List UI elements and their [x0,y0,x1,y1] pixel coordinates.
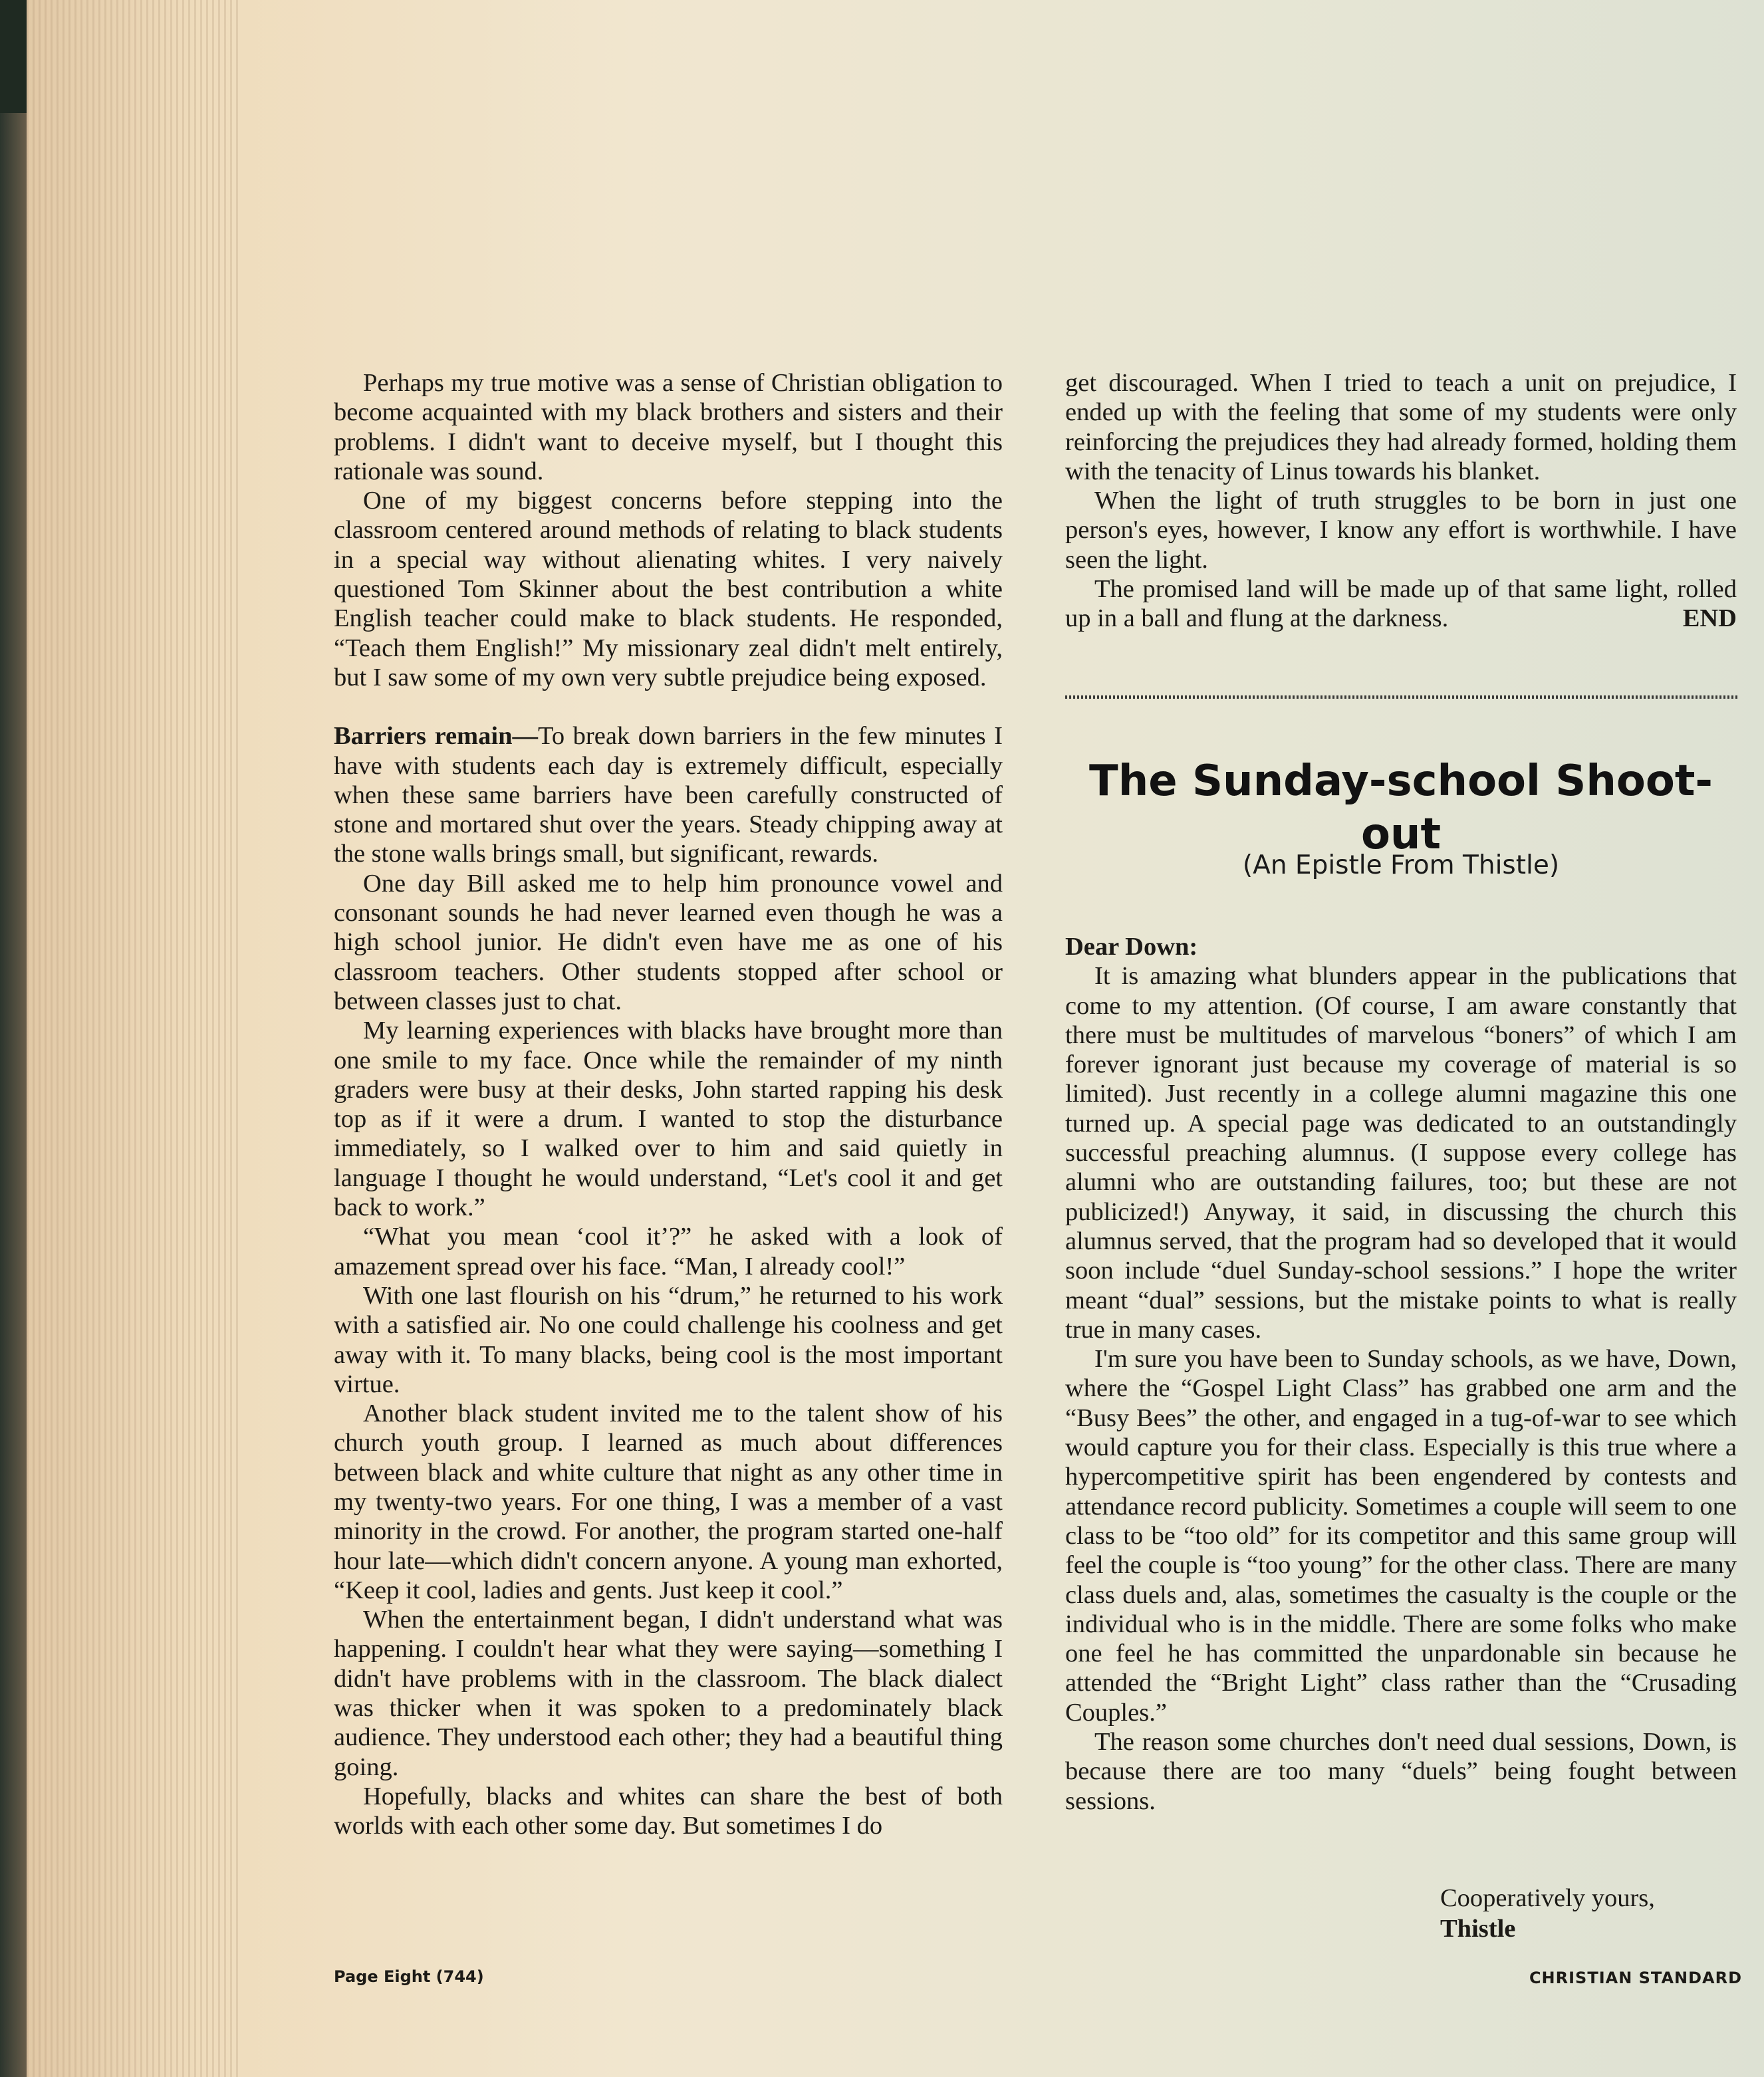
paragraph: One day Bill asked me to help him pronounce vowel and consonant sounds he had never learned even though he was a high school junior. He didn't even have me as one of his classroom teachers. Other students stopped after school or between classes just to chat. [334,869,1003,1015]
paragraph: When the entertainment began, I didn't understand what was happening. I couldn't hear what they were saying—something I didn't have problems with in the classroom. The black dialect was thicker when it was spoken to a predominately black audience. They understood each other; they had a beautiful thing going. [334,1606,1003,1781]
paragraph: get discouraged. When I tried to teach a unit on prejudice, I ended up with the feeling that some of my students were only reinforcing the prejudices they had already formed, holding them with the tenacity of Linus towards his blanket. [1065,369,1737,485]
paragraph: One of my biggest concerns before stepping into the classroom centered around methods of relating to black students in a special way without alienating whites. I very naively questioned Tom Skinner about the best contribution a white English teacher could make to black students. He responded, “Teach them English!” My missionary zeal didn't melt entirely, but I saw some of my own very subtle prejudice being exposed. [334,487,1003,691]
section-paragraph [334,721,1003,868]
paragraph: “What you mean ‘cool it’?” he asked with a look of amazement spread over his face. “Man, I already cool!” [334,1223,1003,1281]
letter-body [1065,932,1737,1816]
paragraph: My learning experiences with blacks have brought more than one smile to my face. Once while the remainder of my ninth graders were busy at their desks, John started rapping his desk top as if it were a drum. I wanted to stop the disturbance immediately, so I walked over to him and said quietly in language I thought he would understand, “Let's cool it and get back to work.” [334,1017,1003,1222]
paragraph: It is amazing what blunders appear in the publications that come to my attention. (Of course, I am aware constantly that there must be multitudes of marvelous “boners” of which I am forever ignorant just because my coverage of material is so limited). Just recently in a college alumni magazine this one turned up. A special page was dedicated to an outstandingly successful preaching alumnus. (I suppose every college has alumni who are outstanding failures, too; but these are not publicized!) Anyway, it said, in discussing the church this alumnus served, that the program had so developed that it would soon include “duel Sunday-school sessions.” I hope the writer meant “dual” sessions, but the mistake points to what is really true in many cases. [1065,962,1737,1344]
signature: Thistle [1440,1915,1516,1943]
paragraph: When the light of truth struggles to be born in just one person's eyes, however, I know any effort is worthwhile. I have seen the light. [1065,487,1737,574]
end-mark: END [1682,604,1737,633]
section-heading: Barriers remain— [334,722,538,751]
paragraph: Another black student invited me to the talent show of his church youth group. I learned as much about differences between black and white culture that night as any other time in my twenty-two years. For one thing, I was a member of a vast minority in the crowd. For another, the program started one-half hour late—which didn't concern anyone. A young man exhorted, “Keep it cool, ladies and gents. Just keep it cool.” [334,1400,1003,1604]
paragraph [1065,574,1737,634]
publication-name: CHRISTIAN STANDARD [1529,1969,1742,1987]
closing-line: Cooperatively yours, [1440,1884,1655,1912]
paragraph: I'm sure you have been to Sunday schools, as we have, Down, where the “Gospel Light Class” has grabbed one arm and the “Busy Bees” the other, and engaged in a tug-of-war to see which would capture you for their class. Especially is this true where a hypercompetitive spirit has been engendered by contests and attendance record publicity. Sometimes a couple will seem to one class to be “too old” for its competitor and this same group will feel the couple is “too young” for the other class. There are many class duels and, alas, sometimes the casualty is the couple or the individual who is in the middle. There are some folks who make one feel he has committed the unpardonable sin because he attended the “Bright Light” class rather than the “Crusading Couples.” [1065,1345,1737,1727]
paragraph: With one last flourish on his “drum,” he returned to his work with a satisfied air. No one could challenge his coolness and get away with it. To many blacks, being cool is the most important virtue. [334,1281,1003,1398]
article-title: The Sunday-school Shoot-out [1089,757,1713,859]
paragraph: Perhaps my true motive was a sense of Christian obligation to become acquainted with my black brothers and sisters and their problems. I didn't want to deceive myself, but I thought this rationale was sound. [334,369,1003,485]
section-text: To break down barriers in the few minutes I have with students each day is extremely difficult, especially when these same barriers have been carefully constructed of stone and mortared shut over the years. Steady chipping away at the stone walls brings small, but significant, rewards. [334,722,1003,868]
page-number: Page Eight (744) [334,1967,484,1986]
left-column [334,368,1003,1841]
paragraph-text: The promised land will be made up of that same light, rolled up in a ball and flung at the darkness. [1065,575,1737,633]
letter-closing [1440,1883,1655,1944]
paragraph: The reason some churches don't need dual sessions, Down, is because there are too many “duels” being fought between sessions. [1065,1728,1737,1815]
paragraph: Hopefully, blacks and whites can share the best of both worlds with each other some day. But sometimes I do [334,1782,1003,1840]
right-column [1065,368,1737,634]
article-subtitle: (An Epistle From Thistle) [1242,850,1560,880]
divider-rule [1065,695,1738,699]
salutation: Dear Down: [1065,933,1198,961]
page-edge-shadow [27,0,239,2077]
